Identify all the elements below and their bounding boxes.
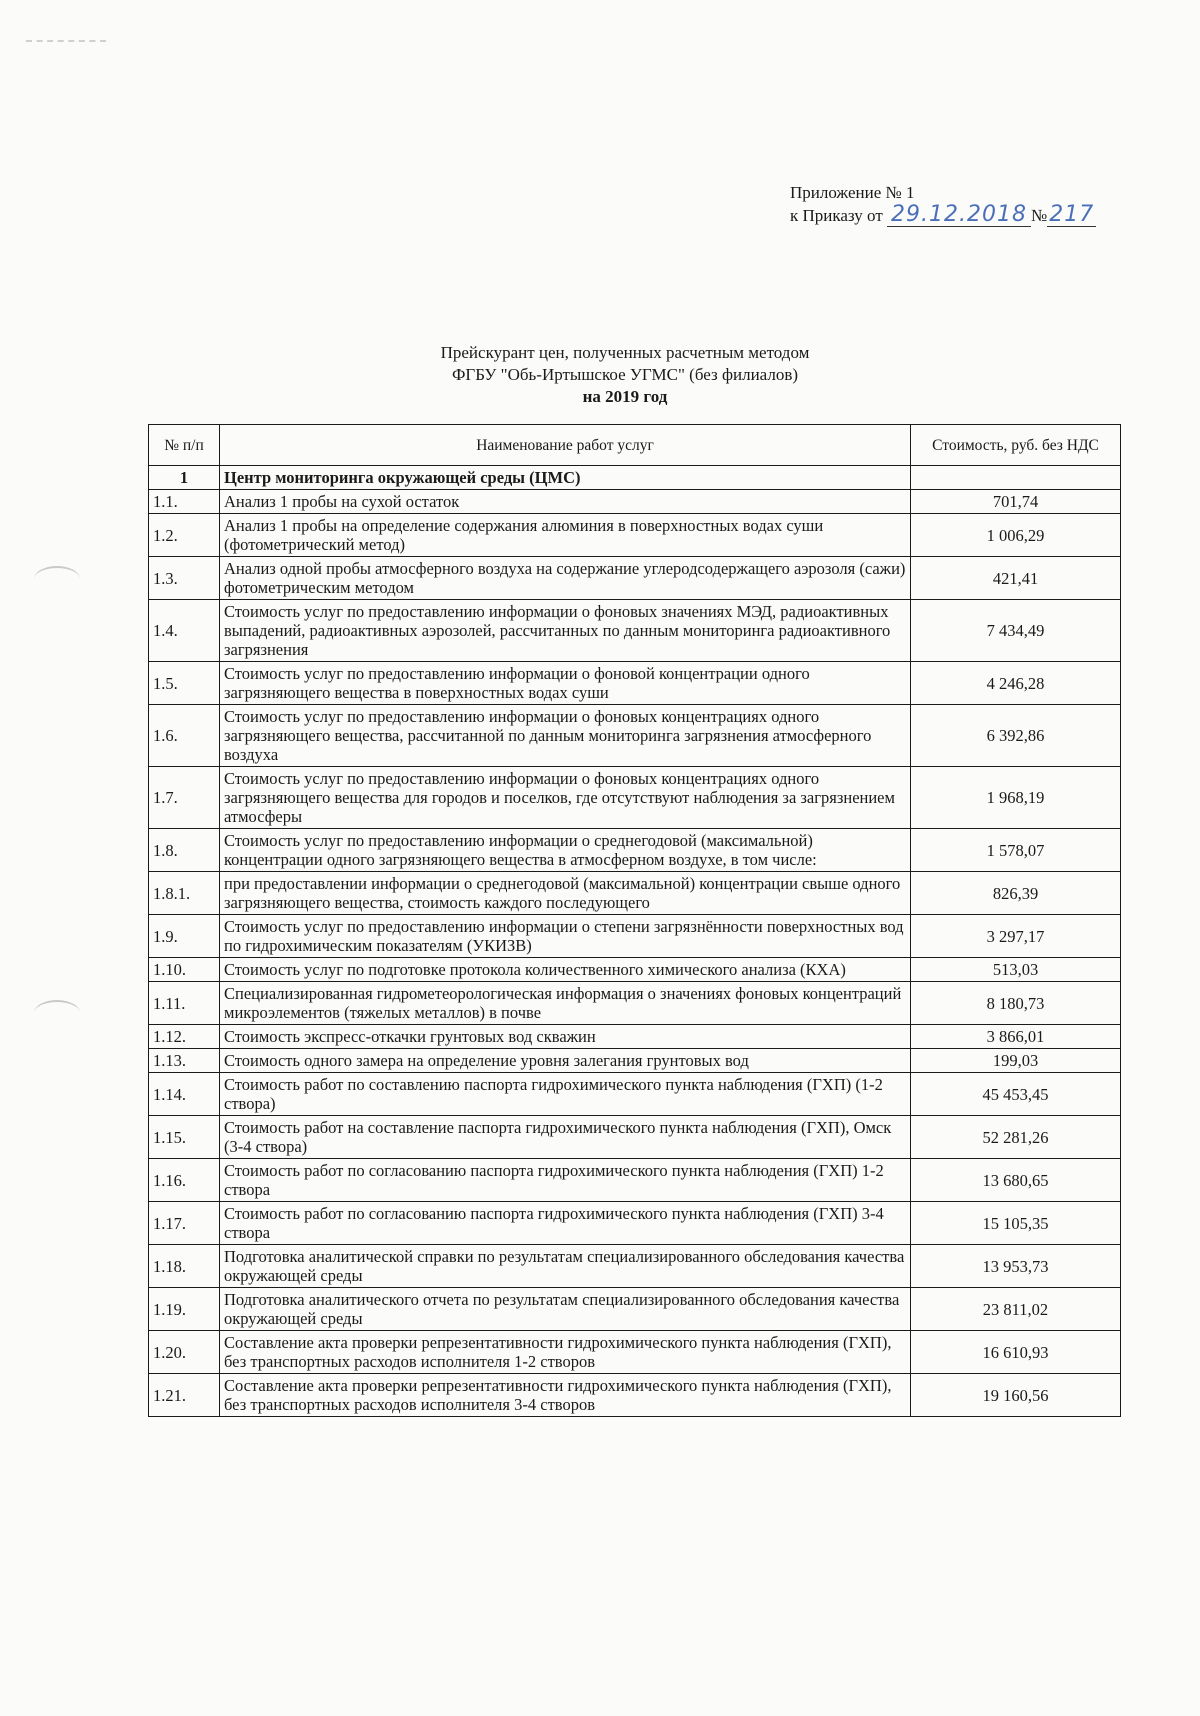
- row-number: 1.15.: [149, 1116, 220, 1159]
- title-line2: ФГБУ "Обь-Иртышское УГМС" (без филиалов): [451, 365, 799, 384]
- header-price: Стоимость, руб. без НДС: [911, 425, 1121, 466]
- row-name: Стоимость работ по согласованию паспорта гидрохимического пункта наблюдения (ГХП) 3-4 створа: [220, 1202, 911, 1245]
- appendix-line2: [790, 204, 1120, 227]
- row-price: 199,03: [911, 1049, 1121, 1073]
- row-name: Стоимость услуг по предоставлению информации о фоновой концентрации одного загрязняющего вещества в поверхностных водах суши: [220, 662, 911, 705]
- row-number: 1.7.: [149, 767, 220, 829]
- row-price: 826,39: [911, 872, 1121, 915]
- row-name: Анализ 1 пробы на определение содержания алюминия в поверхностных водах суши (фотометрический метод): [220, 514, 911, 557]
- row-price: 7 434,49: [911, 600, 1121, 662]
- table-row: [149, 872, 1121, 915]
- row-number: 1.12.: [149, 1025, 220, 1049]
- table-row: [149, 1025, 1121, 1049]
- row-price: 13 953,73: [911, 1245, 1121, 1288]
- table-row: [149, 915, 1121, 958]
- row-number: 1.8.1.: [149, 872, 220, 915]
- table-row: [149, 829, 1121, 872]
- section-row: [149, 466, 1121, 490]
- section-number: 1: [149, 466, 220, 490]
- row-number: 1.20.: [149, 1331, 220, 1374]
- section-name: Центр мониторинга окружающей среды (ЦМС): [220, 466, 911, 490]
- row-name: Анализ одной пробы атмосферного воздуха на содержание углеродсодержащего аэрозоля (сажи) фотометрическим методом: [220, 557, 911, 600]
- row-price: 6 392,86: [911, 705, 1121, 767]
- table-row: [149, 1049, 1121, 1073]
- handwritten-date: 29.12.2018: [887, 204, 1031, 227]
- row-name: Составление акта проверки репрезентативности гидрохимического пункта наблюдения (ГХП), без транспортных расходов исполнителя 3-4 створов: [220, 1374, 911, 1417]
- row-number: 1.8.: [149, 829, 220, 872]
- row-number: 1.17.: [149, 1202, 220, 1245]
- section-price: [911, 466, 1121, 490]
- table-row: [149, 767, 1121, 829]
- header-name: Наименование работ услуг: [220, 425, 911, 466]
- table-row: [149, 1202, 1121, 1245]
- row-name: Анализ 1 пробы на сухой остаток: [220, 490, 911, 514]
- punch-hole-mark: [34, 566, 80, 592]
- row-price: 4 246,28: [911, 662, 1121, 705]
- row-name: при предоставлении информации о среднегодовой (максимальной) концентрации свыше одного загрязняющего вещества, стоимость каждого последующего: [220, 872, 911, 915]
- title-line3: на 2019 год: [582, 387, 668, 406]
- row-number: 1.10.: [149, 958, 220, 982]
- row-number: 1.16.: [149, 1159, 220, 1202]
- row-price: 52 281,26: [911, 1116, 1121, 1159]
- table-row: [149, 490, 1121, 514]
- price-table: [148, 424, 1121, 1417]
- table-body: [149, 466, 1121, 1417]
- row-number: 1.14.: [149, 1073, 220, 1116]
- table-row: [149, 557, 1121, 600]
- document-title: [300, 342, 950, 408]
- header-number: № п/п: [149, 425, 220, 466]
- appendix-line1: Приложение № 1: [790, 183, 915, 202]
- row-price: 3 297,17: [911, 915, 1121, 958]
- table-header-row: [149, 425, 1121, 466]
- row-number: 1.13.: [149, 1049, 220, 1073]
- row-price: 1 006,29: [911, 514, 1121, 557]
- row-name: Стоимость экспресс-откачки грунтовых вод скважин: [220, 1025, 911, 1049]
- row-name: Стоимость одного замера на определение уровня залегания грунтовых вод: [220, 1049, 911, 1073]
- table-row: [149, 1116, 1121, 1159]
- table-row: [149, 958, 1121, 982]
- row-number: 1.18.: [149, 1245, 220, 1288]
- appendix-header: [790, 182, 1120, 227]
- row-name: Подготовка аналитической справки по результатам специализированного обследования качества окружающей среды: [220, 1245, 911, 1288]
- number-label: №: [1030, 206, 1048, 225]
- row-price: 15 105,35: [911, 1202, 1121, 1245]
- row-price: 421,41: [911, 557, 1121, 600]
- row-number: 1.9.: [149, 915, 220, 958]
- row-name: Стоимость работ по согласованию паспорта гидрохимического пункта наблюдения (ГХП) 1-2 створа: [220, 1159, 911, 1202]
- table-row: [149, 1245, 1121, 1288]
- row-name: Составление акта проверки репрезентативности гидрохимического пункта наблюдения (ГХП), без транспортных расходов исполнителя 1-2 створов: [220, 1331, 911, 1374]
- order-prefix: к Приказу от: [790, 206, 883, 225]
- row-number: 1.3.: [149, 557, 220, 600]
- row-number: 1.2.: [149, 514, 220, 557]
- handwritten-number: 217: [1049, 202, 1095, 227]
- row-number: 1.4.: [149, 600, 220, 662]
- table-row: [149, 982, 1121, 1025]
- row-name: Стоимость услуг по предоставлению информации о среднегодовой (максимальной) концентрации одного загрязняющего вещества в атмосферном воздухе, в том числе:: [220, 829, 911, 872]
- row-price: 45 453,45: [911, 1073, 1121, 1116]
- row-name: Стоимость услуг по предоставлению информации о степени загрязнённости поверхностных вод по гидрохимическим показателям (УКИЗВ): [220, 915, 911, 958]
- row-name: Стоимость работ на составление паспорта гидрохимического пункта наблюдения (ГХП), Омск (3-4 створа): [220, 1116, 911, 1159]
- row-price: 23 811,02: [911, 1288, 1121, 1331]
- scan-speck: [26, 40, 106, 44]
- row-price: 3 866,01: [911, 1025, 1121, 1049]
- row-name: Стоимость работ по составлению паспорта гидрохимического пункта наблюдения (ГХП) (1-2 створа): [220, 1073, 911, 1116]
- table-row: [149, 1159, 1121, 1202]
- row-number: 1.19.: [149, 1288, 220, 1331]
- row-name: Стоимость услуг по предоставлению информации о фоновых концентрациях одного загрязняющего вещества, рассчитанной по данным мониторинга загрязнения атмосферного воздуха: [220, 705, 911, 767]
- row-price: 16 610,93: [911, 1331, 1121, 1374]
- row-price: 8 180,73: [911, 982, 1121, 1025]
- row-price: 701,74: [911, 490, 1121, 514]
- table-row: [149, 1288, 1121, 1331]
- row-name: Стоимость услуг по предоставлению информации о фоновых значениях МЭД, радиоактивных выпадений, радиоактивных аэрозолей, рассчитанных по данным мониторинга радиоактивного загрязнения: [220, 600, 911, 662]
- row-price: 13 680,65: [911, 1159, 1121, 1202]
- table-row: [149, 705, 1121, 767]
- title-line1: Прейскурант цен, полученных расчетным методом: [440, 343, 810, 362]
- punch-hole-mark: [34, 1000, 80, 1026]
- row-number: 1.1.: [149, 490, 220, 514]
- table-row: [149, 1331, 1121, 1374]
- row-name: Стоимость услуг по предоставлению информации о фоновых концентрациях одного загрязняющего вещества для городов и поселков, где отсутствуют наблюдения за загрязнением атмосферы: [220, 767, 911, 829]
- row-name: Подготовка аналитического отчета по результатам специализированного обследования качества окружающей среды: [220, 1288, 911, 1331]
- row-price: 513,03: [911, 958, 1121, 982]
- table-row: [149, 1073, 1121, 1116]
- table-row: [149, 1374, 1121, 1417]
- row-number: 1.5.: [149, 662, 220, 705]
- table-row: [149, 514, 1121, 557]
- row-price: 1 968,19: [911, 767, 1121, 829]
- table-row: [149, 662, 1121, 705]
- row-name: Специализированная гидрометеорологическая информация о значениях фоновых концентраций микроэлементов (тяжелых металлов) в почве: [220, 982, 911, 1025]
- row-name: Стоимость услуг по подготовке протокола количественного химического анализа (КХА): [220, 958, 911, 982]
- row-number: 1.6.: [149, 705, 220, 767]
- row-number: 1.21.: [149, 1374, 220, 1417]
- table-row: [149, 600, 1121, 662]
- row-number: 1.11.: [149, 982, 220, 1025]
- row-price: 19 160,56: [911, 1374, 1121, 1417]
- row-price: 1 578,07: [911, 829, 1121, 872]
